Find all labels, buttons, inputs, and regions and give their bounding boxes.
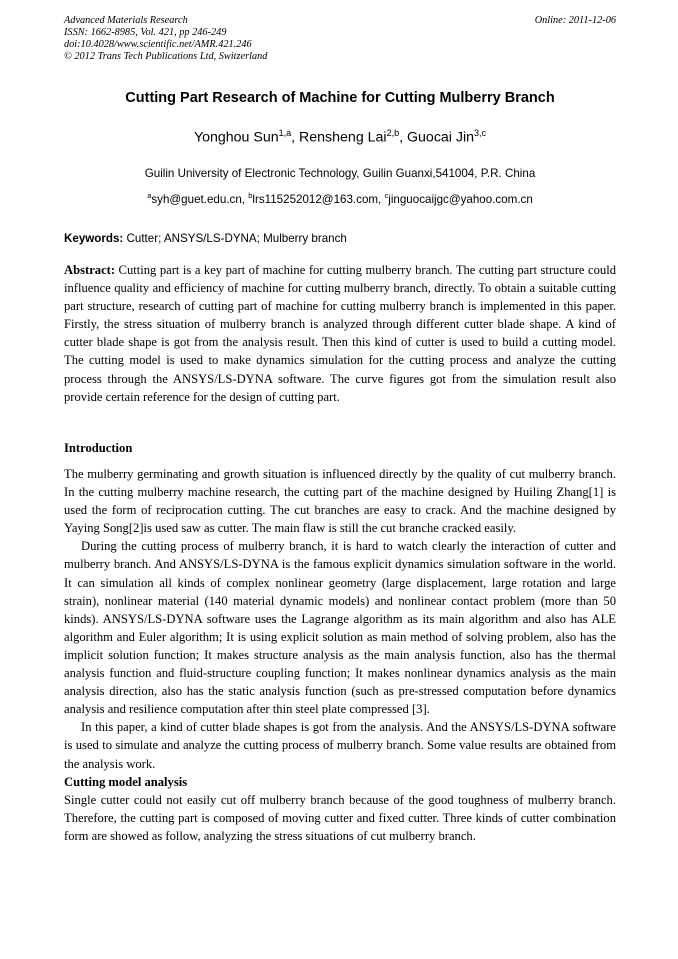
abstract-label: Abstract: — [64, 263, 116, 277]
body-text — [64, 465, 616, 845]
abstract-text: Cutting part is a key part of machine for cutting mulberry branch. The cutting part structure could influence quality and efficiency of machine for cutting mulberry branch, directly. To obtain a suitable cutting part structure, research of cutting part of machine for cutting mulberry branch is implemented in this paper. Firstly, the stress situation of mulberry branch is analyzed through different cutter blade shape. A kind of cutter blade shape is got from the analysis result. Then this kind of cutter is used to build a cutting model. The cutting model is used to make dynamics simulation for the cutting process and analyze the cutting process through the ANSYS/LS-DYNA software. The curve figures got from the simulation result also provide certain reference for the design of cutting part. — [64, 263, 616, 404]
copyright-line: © 2012 Trans Tech Publications Ltd, Switzerland — [64, 51, 268, 62]
intro-paragraph-2: During the cutting process of mulberry branch, it is hard to watch clearly the interaction of cutter and mulberry branch. And ANSYS/LS-DYNA is the famous explicit dynamics simulation software in the world. It can simulation all kinds of complex nonlinear geometry (large displacement, large rotation and large strain), nonlinear material (140 material dynamic models) and nonlinear contact problem (more than 50 kinds). ANSYS/LS-DYNA software uses the Lagrange algorithm as its main algorithm and also has ALE algorithm and Euler algorithm; It is using explicit solution as main method of solving problem, also has the implicit solution function; It makes structure analysis as the main analysis function, also has the thermal analysis function and fluid-structure coupling function; It makes nonlinear dynamics analysis as the main analysis direction, also has the static analysis function (such as pre-stressed computation before dynamics analysis and resilience computation after thin steel plate compressed [3]. — [64, 539, 616, 717]
author-name: Guocai Jin — [407, 129, 475, 146]
email-address[interactable]: lrs115252012@163.com, — [252, 192, 385, 206]
keywords-text: Cutter; ANSYS/LS-DYNA; Mulberry branch — [123, 232, 347, 245]
email-superscript: a — [147, 191, 152, 200]
abstract — [64, 261, 616, 406]
author-name: Rensheng Lai — [299, 129, 387, 146]
author-separator: , — [291, 129, 300, 146]
email-list — [64, 191, 616, 206]
affiliation: Guilin University of Electronic Technology, Guilin Guanxi,541004, P.R. China — [144, 167, 536, 180]
issn-line: ISSN: 1662-8985, Vol. 421, pp 246-249 — [64, 27, 227, 38]
email-address[interactable]: syh@guet.edu.cn, — [151, 192, 249, 206]
email-superscript: c — [384, 191, 389, 200]
author-separator: , — [399, 129, 407, 146]
keywords — [64, 232, 616, 245]
author-name: Yonghou Sun — [193, 129, 279, 146]
paper-title: Cutting Part Research of Machine for Cutting Mulberry Branch — [125, 90, 555, 106]
author-superscript: 3,c — [474, 128, 487, 138]
email-superscript: b — [248, 191, 253, 200]
email-address[interactable]: jinguocaijgc@yahoo.com.cn — [388, 192, 533, 206]
introduction-heading: Introduction — [64, 441, 133, 455]
author-list — [64, 128, 616, 146]
author-superscript: 1,a — [278, 128, 292, 138]
keywords-label: Keywords: — [64, 232, 124, 245]
author-superscript: 2,b — [386, 128, 400, 138]
intro-paragraph-1: The mulberry germinating and growth situation is influenced directly by the quality of cut mulberry branch. In the cutting mulberry machine research, the cutting part of the machine designed by Huiling Zhang[1] is used the form of reciprocation cutting. The cut branches are easy to crack. And the machine designed by Yaying Song[2]is used saw as cutter. The main flaw is still the cut branche cracked easily. — [64, 467, 616, 536]
journal-name: Advanced Materials Research — [64, 15, 188, 26]
cutting-model-paragraph: Single cutter could not easily cut off mulberry branch because of the good toughness of mulberry branch. Therefore, the cutting part is composed of moving cutter and fixed cutter. Three kinds of cutter combination form are showed as follow, analyzing the stress situations of cut mulberry branch. — [64, 792, 616, 843]
cutting-model-heading: Cutting model analysis — [64, 774, 188, 789]
doi-line: doi:10.4028/www.scientific.net/AMR.421.246 — [64, 39, 252, 50]
online-date: Online: 2011-12-06 — [534, 15, 616, 26]
intro-paragraph-3: In this paper, a kind of cutter blade shapes is got from the analysis. And the ANSYS/LS-DYNA software is used to simulate and analyze the cutting process of mulberry branch. Some value results are obtained from the analysis work. — [64, 720, 616, 771]
journal-header — [64, 15, 616, 63]
